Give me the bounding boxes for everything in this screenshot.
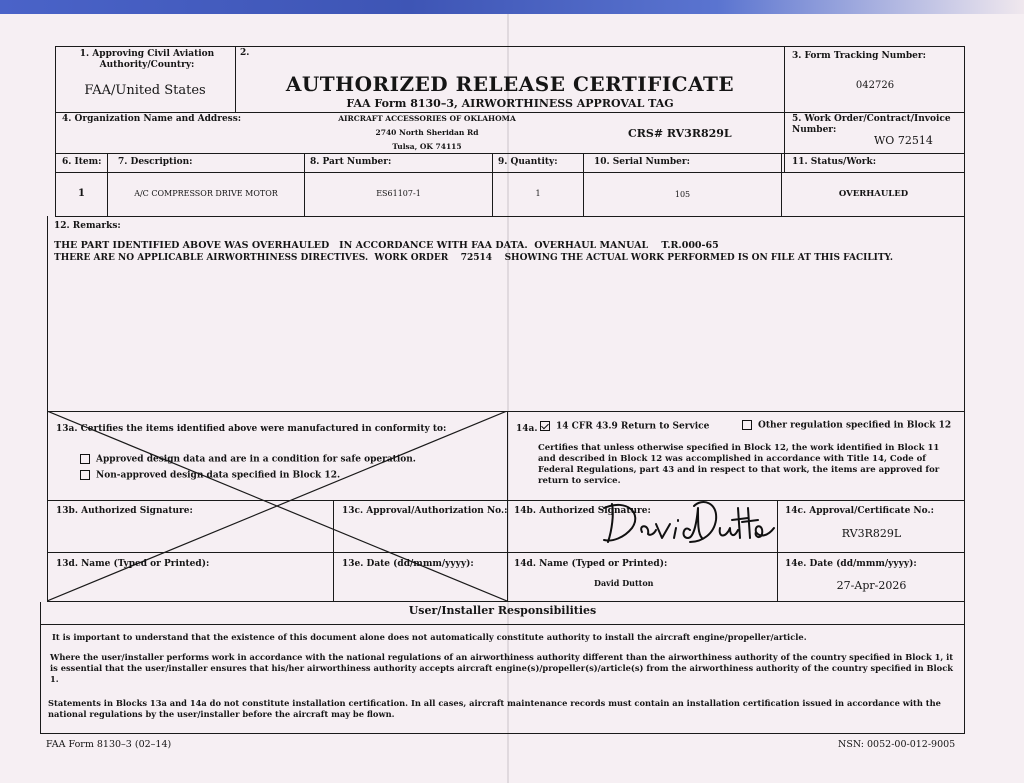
remarks-line-2: THERE ARE NO APPLICABLE AIRWORTHINESS DIRECTIVES. WORK ORDER 72514 SHOWING THE ACTUAL WORK PERFORMED IS ON FILE AT THIS FACILITY. [54, 253, 893, 263]
block1-value: FAA/United States [84, 83, 206, 98]
org-name: AIRCRAFT ACCESSORIES OF OKLAHOMA [338, 114, 516, 123]
border-right [964, 46, 965, 734]
return-to-service-label: 14 CFR 43.9 Return to Service [556, 421, 710, 432]
responsibilities-paragraph-1: It is important to understand that the existence of this document alone does not automatically constitute authority to install the aircraft engine/propeller/article. [52, 632, 807, 642]
header-status-work: 11. Status/Work: [792, 157, 877, 167]
block1-label: 1. Approving Civil Aviation Authority/Country: [79, 49, 215, 70]
header-description: 7. Description: [118, 157, 193, 167]
item-description: A/C COMPRESSOR DRIVE MOTOR [134, 189, 278, 198]
border-bottom [40, 733, 965, 734]
item-quantity: 1 [535, 189, 541, 198]
org-address-city: Tulsa, OK 74115 [392, 142, 462, 151]
nonapproved-design-checkbox[interactable] [80, 470, 90, 480]
item-part-number: ES61107-1 [376, 189, 421, 198]
responsibilities-paragraph-2: Where the user/installer performs work in accordance with the national regulations of an airworthiness authority different than the airworthiness authority of the country specified in Block 1, it is essential that the user/installer ensures that his/her airworthiness authority accepts aircraft engine(s)/propeller(s)/article(s) from the airworthiness authority of the country specified in Block 1. [50, 652, 954, 684]
header-item: 6. Item: [62, 157, 102, 167]
form-title: AUTHORIZED RELEASE CERTIFICATE [285, 72, 735, 96]
return-to-service-checkbox[interactable] [540, 421, 550, 431]
footer-form-number: FAA Form 8130–3 (02–14) [46, 739, 172, 750]
h-row4 [55, 216, 965, 217]
block14a-certification-text: Certifies that unless otherwise specified in Block 12, the work identified in Block 11 and described in Block 12 was accomplished in accordance with Title 14, Code of Federal Regulations, part 43 and in respect to that work, the items are approved for return to service. [538, 443, 940, 486]
border-left-bottom [40, 602, 41, 734]
h-row2 [55, 153, 965, 154]
div-item [107, 153, 108, 216]
responsibilities-title: User/Installer Responsibilities [408, 604, 597, 617]
h-row3 [55, 172, 965, 173]
item-serial-number: 105 [674, 190, 691, 199]
blue-background-strip [0, 0, 1024, 14]
block3-label: 3. Form Tracking Number: [792, 51, 926, 61]
header-part-number: 8. Part Number: [310, 157, 392, 167]
block14c-label: 14c. Approval/Certificate No.: [785, 506, 934, 516]
other-regulation-label: Other regulation specified in Block 12 [758, 420, 952, 431]
footer-nsn: NSN: 0052-00-012-9005 [838, 739, 956, 750]
block14a-option-other[interactable] [742, 420, 951, 432]
div-part [492, 153, 493, 216]
block5-label: 5. Work Order/Contract/Invoice Number: [792, 114, 951, 135]
org-address-street: 2740 North Sheridan Rd [375, 128, 479, 137]
signer-name: David Dutton [594, 578, 654, 588]
item-status: OVERHAULED [838, 189, 909, 199]
border-top [55, 46, 965, 47]
div-qty [583, 153, 584, 216]
block14a-option-return-to-service[interactable] [540, 421, 709, 433]
block13d-label: 13d. Name (Typed or Printed): [56, 559, 210, 569]
h-resp-title [40, 624, 965, 625]
header-serial-number: 10. Serial Number: [594, 157, 690, 167]
div-desc [304, 153, 305, 216]
authorized-signature [598, 494, 778, 550]
block13c-label: 13c. Approval/Authorization No.: [342, 506, 508, 516]
block2-label: 2. [240, 48, 250, 58]
block13a-label: 13a. Certifies the items identified above were manufactured in conformity to: [56, 424, 447, 434]
remarks-line-1: THE PART IDENTIFIED ABOVE WAS OVERHAULED IN ACCORDANCE WITH FAA DATA. OVERHAUL MANUAL T.R.000-65 [54, 240, 719, 251]
approved-design-label: Approved design data and are in a condition for safe operation. [96, 454, 416, 465]
approved-design-checkbox[interactable] [80, 454, 90, 464]
responsibilities-paragraph-3: Statements in Blocks 13a and 14a do not constitute installation certification. In all cases, aircraft maintenance records must contain an installation certification issued in accordance with the national regulations by the user/installer before the aircraft may be flown. [48, 698, 941, 719]
approval-certificate-number: RV3R829L [841, 527, 902, 540]
block14e-label: 14e. Date (dd/mmm/yyyy): [785, 559, 917, 569]
form-tracking-number: 042726 [855, 80, 895, 91]
form-subtitle: FAA Form 8130–3, AIRWORTHINESS APPROVAL TAG [346, 97, 674, 110]
block14b-label: 14b. Authorized Signature: [514, 506, 651, 516]
item-number: 1 [78, 188, 85, 199]
work-order-number: WO 72514 [874, 134, 933, 147]
nonapproved-design-label: Non-approved design data specified in Block 12. [96, 470, 341, 481]
block13b-label: 13b. Authorized Signature: [56, 506, 193, 516]
signature-text: David Dutton [598, 494, 605, 495]
block14d-label: 14d. Name (Typed or Printed): [514, 559, 668, 569]
signature-date: 27-Apr-2026 [836, 579, 907, 592]
div-serial [781, 153, 782, 216]
block13e-label: 13e. Date (dd/mmm/yyyy): [342, 559, 474, 569]
crs-number: CRS# RV3R829L [628, 127, 732, 140]
block14a-label: 14a. [516, 424, 538, 434]
header-quantity: 9. Quantity: [498, 157, 558, 167]
h-bottom-13 [47, 601, 965, 602]
other-regulation-checkbox[interactable] [742, 420, 752, 430]
block13a-option-approved[interactable] [80, 454, 416, 466]
block4-label: 4. Organization Name and Address: [62, 114, 242, 124]
block12-label: 12. Remarks: [54, 221, 121, 231]
block13a-option-nonapproved[interactable] [80, 470, 340, 482]
h-row1 [55, 112, 965, 113]
